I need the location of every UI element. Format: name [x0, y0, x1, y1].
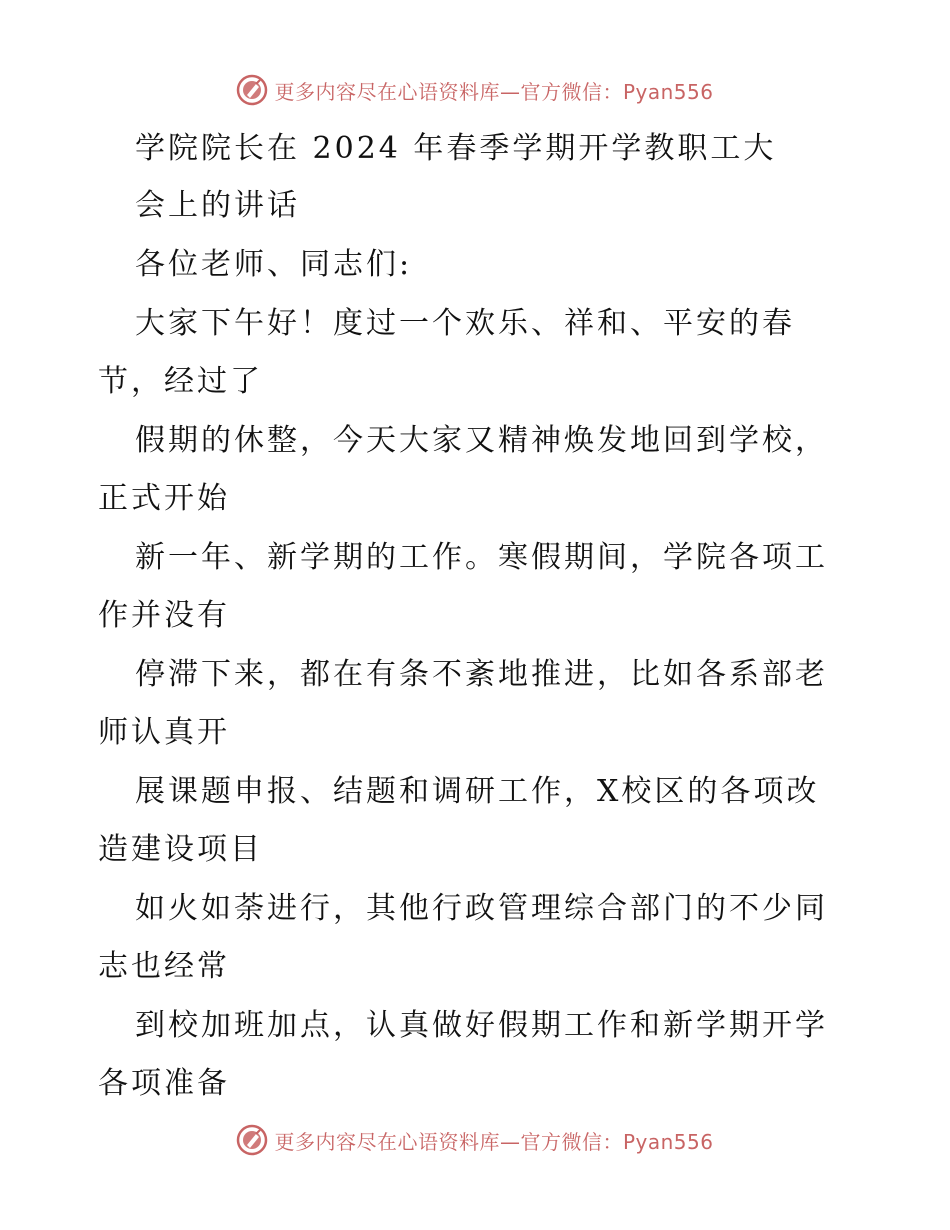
paragraph-line: 如火如荼进行，其他行政管理综合部门的不少同: [135, 891, 828, 926]
paragraph-line: 停滞下来，都在有条不紊地推进，比如各系部老: [135, 657, 828, 692]
header-watermark: [0, 70, 950, 110]
paragraph-line: 作并没有: [98, 598, 230, 633]
paragraph-line: 新一年、新学期的工作。寒假期间，学院各项工: [135, 540, 828, 575]
watermark-text: 更多内容尽在心语资料库—官方微信：Pyan556: [274, 79, 714, 104]
pen-logo-icon: [236, 74, 268, 106]
document-title-line-1: 学院院长在 2024 年春季学期开学教职工大: [135, 131, 777, 166]
paragraph-line: 各项准备: [98, 1066, 230, 1101]
paragraph-line: 造建设项目: [98, 832, 263, 867]
salutation: 各位老师、同志们:: [135, 247, 413, 282]
paragraph-line: 节，经过了: [98, 364, 263, 399]
paragraph-line: 大家下午好！度过一个欢乐、祥和、平安的春: [135, 306, 795, 341]
watermark-text: 更多内容尽在心语资料库—官方微信：Pyan556: [274, 1129, 714, 1154]
footer-watermark: [0, 1120, 950, 1160]
pen-logo-icon: [236, 1124, 268, 1156]
paragraph-line: 志也经常: [98, 949, 230, 984]
document-title-line-2: 会上的讲话: [135, 188, 300, 223]
paragraph-line: 师认真开: [98, 715, 230, 750]
paragraph-line: 假期的休整，今天大家又精神焕发地回到学校，: [135, 423, 828, 458]
paragraph-line: 正式开始: [98, 481, 230, 516]
paragraph-line: 到校加班加点，认真做好假期工作和新学期开学: [135, 1008, 828, 1043]
paragraph-line: 展课题申报、结题和调研工作，X校区的各项改: [135, 774, 820, 809]
